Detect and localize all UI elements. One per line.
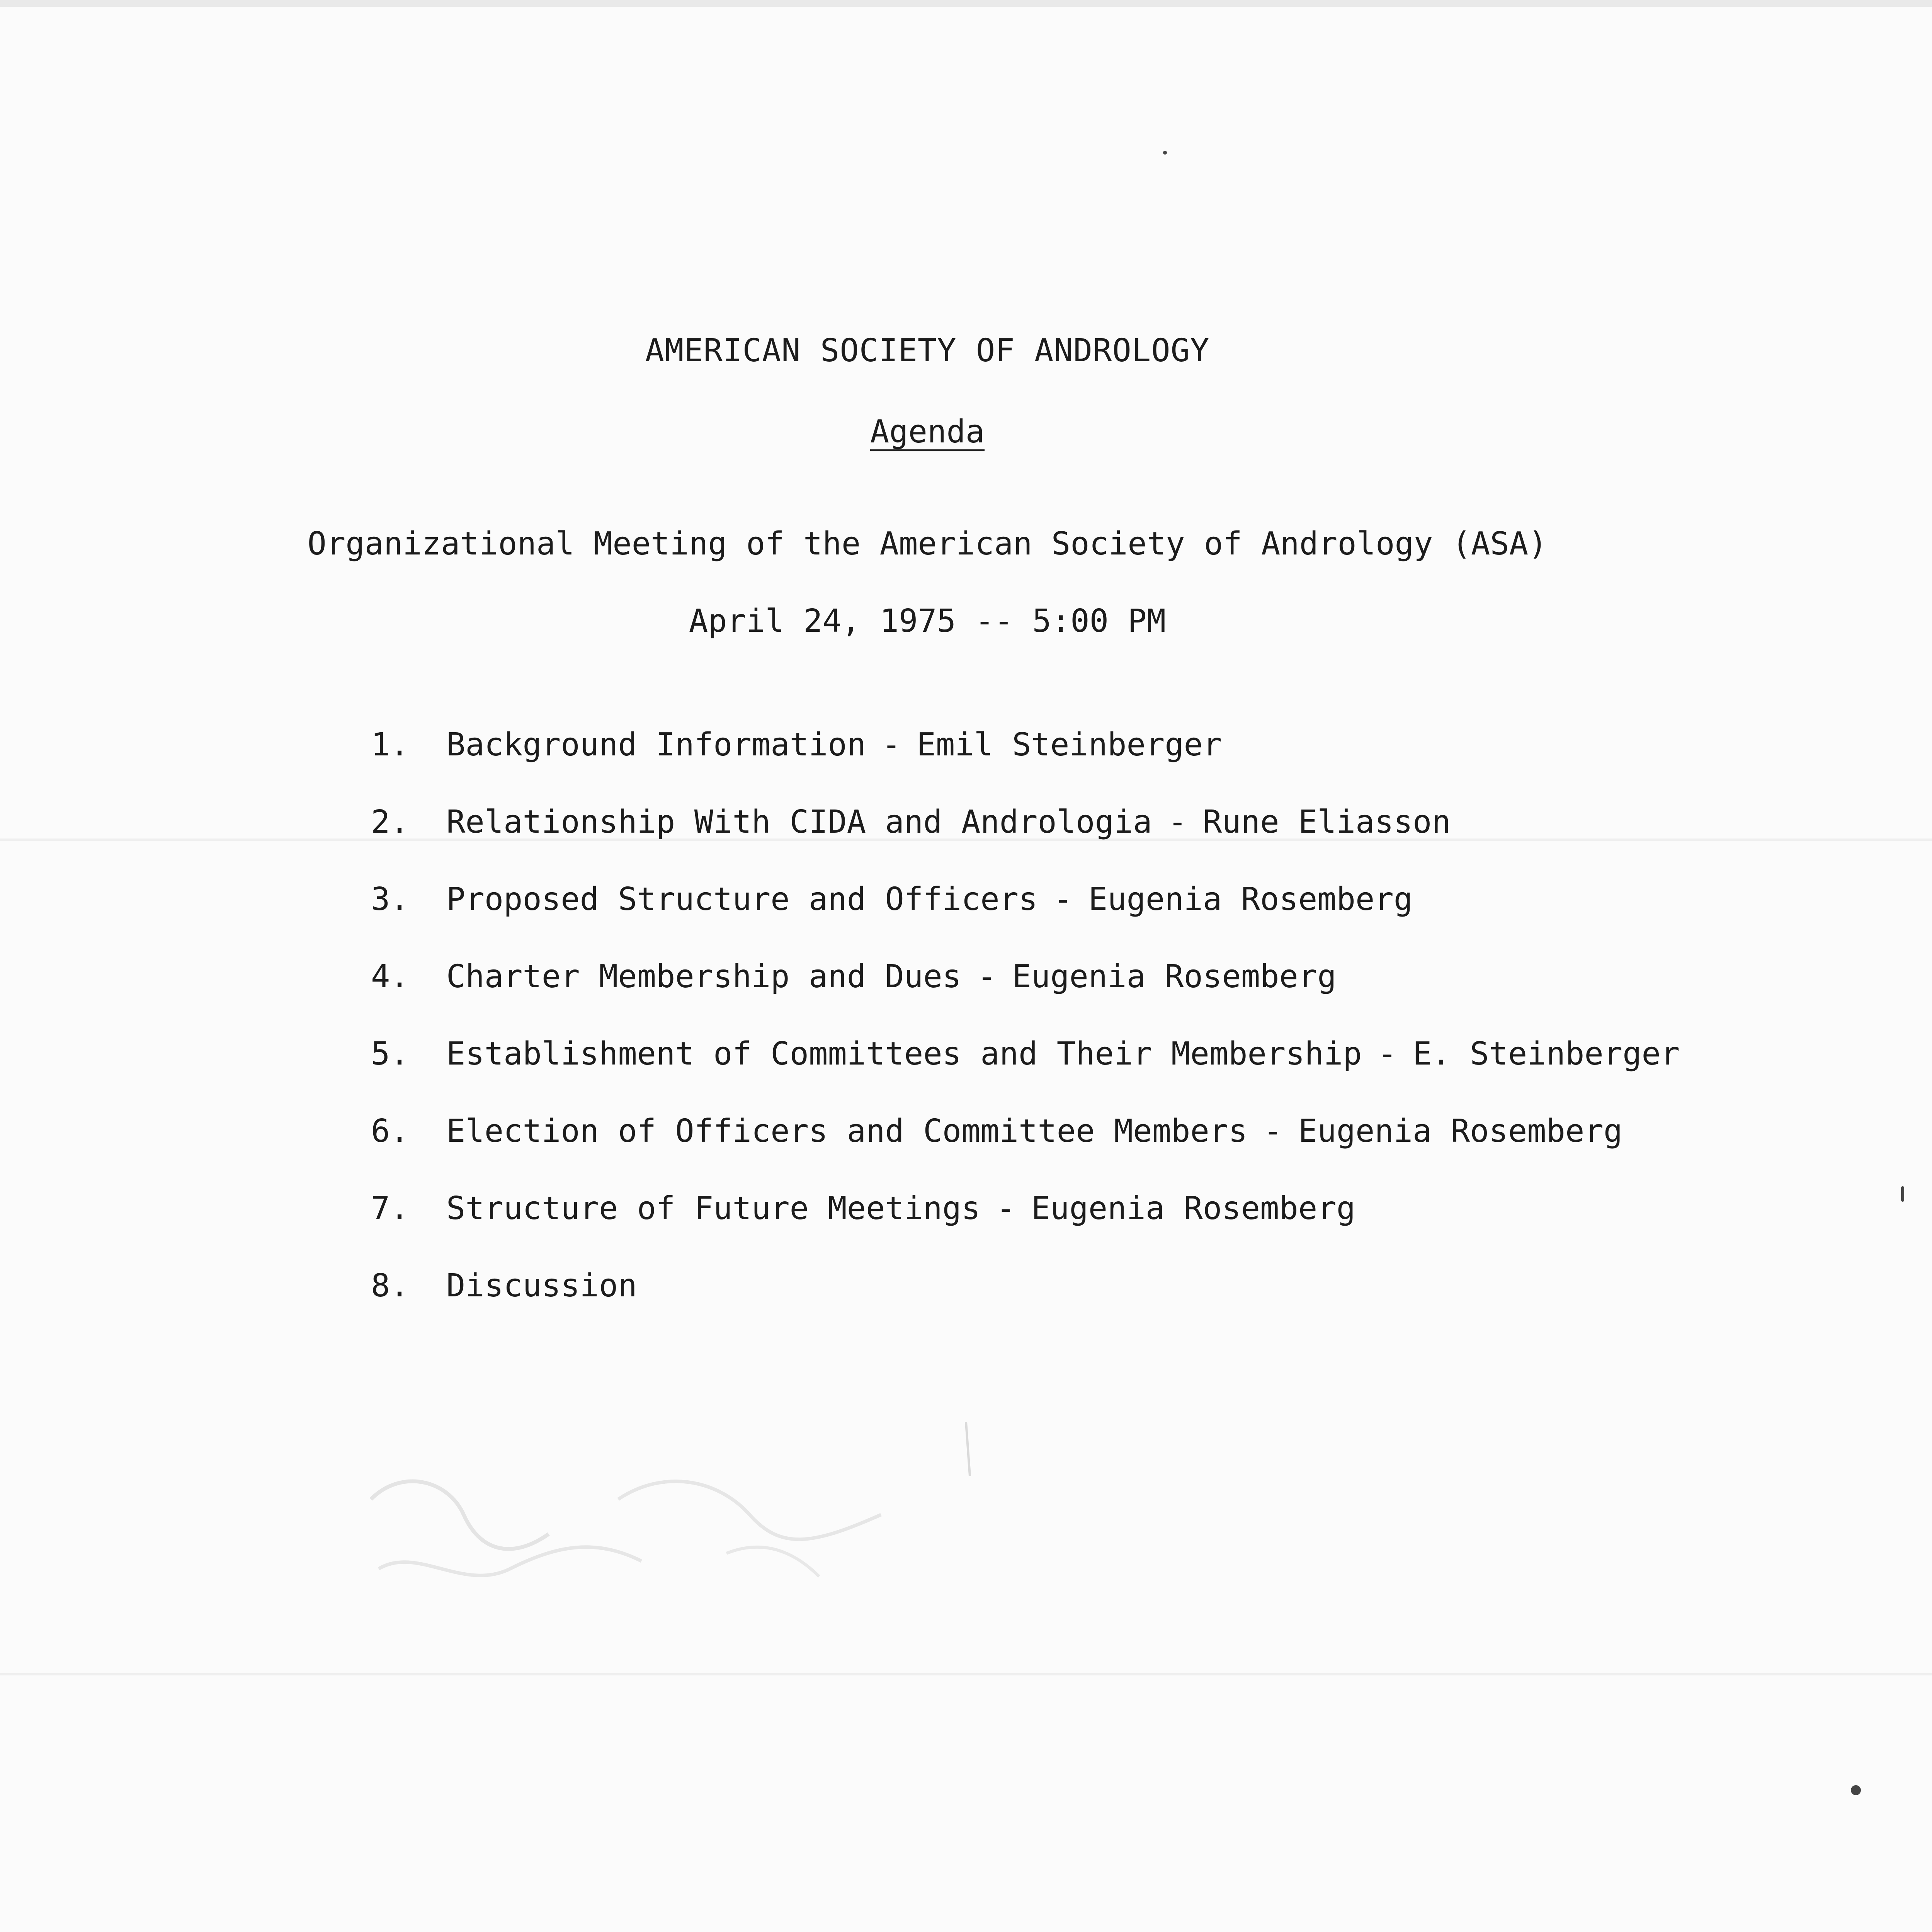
meeting-title: Organizational Meeting of the American Society of Andrology (ASA) <box>307 526 1548 562</box>
item-text <box>446 804 1451 840</box>
page-top-edge <box>0 0 1932 7</box>
item-topic: Relationship With CIDA and Andrologia <box>446 804 1152 840</box>
item-separator: - <box>996 1190 1015 1227</box>
item-text <box>446 1036 1680 1072</box>
organization-name: AMERICAN SOCIETY OF ANDROLOGY <box>645 332 1210 369</box>
item-separator: - <box>882 726 901 763</box>
item-separator: - <box>977 958 997 995</box>
ink-speck <box>1163 151 1167 155</box>
item-number: 7. <box>371 1190 409 1227</box>
item-number: 3. <box>371 881 409 918</box>
faint-pencil-scribble <box>348 1352 1005 1700</box>
item-number: 5. <box>371 1036 409 1072</box>
item-separator: - <box>1053 881 1073 918</box>
item-topic: Election of Officers and Committee Members <box>446 1113 1248 1150</box>
item-topic: Proposed Structure and Officers <box>446 881 1038 918</box>
meeting-date-time: April 24, 1975 -- 5:00 PM <box>689 603 1166 639</box>
item-text <box>446 881 1413 918</box>
item-presenter: Rune Eliasson <box>1203 804 1451 840</box>
item-separator: - <box>1168 804 1187 840</box>
item-text <box>446 958 1337 995</box>
item-topic: Discussion <box>446 1267 637 1304</box>
item-presenter: E. Steinberger <box>1413 1036 1680 1072</box>
ink-speck <box>1851 1785 1861 1795</box>
item-presenter: Eugenia Rosemberg <box>1031 1190 1355 1227</box>
item-topic: Background Information <box>446 726 866 763</box>
ink-speck <box>1901 1186 1904 1202</box>
item-number: 8. <box>371 1267 409 1304</box>
item-presenter: Eugenia Rosemberg <box>1012 958 1337 995</box>
item-number: 4. <box>371 958 409 995</box>
item-presenter: Eugenia Rosemberg <box>1298 1113 1623 1150</box>
item-presenter: Eugenia Rosemberg <box>1088 881 1413 918</box>
agenda-heading: Agenda <box>870 413 985 450</box>
item-number: 1. <box>371 726 409 763</box>
item-topic: Charter Membership and Dues <box>446 958 961 995</box>
item-topic: Establishment of Committees and Their Membership <box>446 1036 1362 1072</box>
item-separator: - <box>1378 1036 1397 1072</box>
item-presenter: Emil Steinberger <box>917 726 1222 763</box>
item-number: 6. <box>371 1113 409 1150</box>
item-text <box>446 726 1222 763</box>
item-text <box>446 1190 1355 1227</box>
item-separator: - <box>1263 1113 1282 1150</box>
item-text <box>446 1113 1622 1150</box>
item-text <box>446 1267 637 1304</box>
item-topic: Structure of Future Meetings <box>446 1190 981 1227</box>
item-number: 2. <box>371 804 409 840</box>
